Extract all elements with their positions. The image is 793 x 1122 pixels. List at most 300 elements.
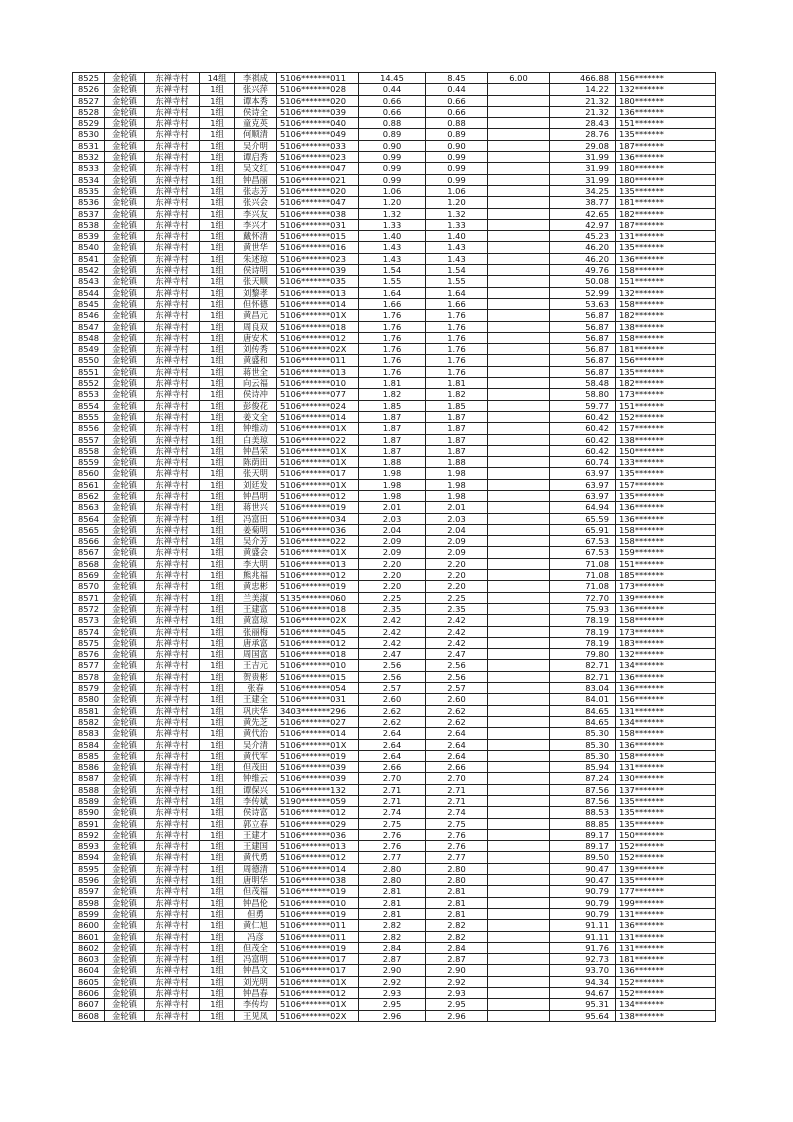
id-number-cell: 5106*******019 (277, 502, 359, 513)
village-cell: 东禅寺村 (145, 197, 200, 208)
row-number: 8600 (73, 920, 105, 931)
id-number-cell: 5106*******019 (277, 581, 359, 592)
phone-cell: 156******* (616, 694, 716, 705)
name-cell: 张丽梅 (235, 626, 277, 637)
group-cell: 1组 (200, 649, 235, 660)
area-cell-2: 2.81 (426, 908, 488, 919)
area-cell: 2.09 (359, 547, 426, 558)
group-cell: 1组 (200, 468, 235, 479)
area-cell-3 (488, 536, 550, 547)
name-cell: 唐安术 (235, 332, 277, 343)
village-cell: 东禅寺村 (145, 174, 200, 185)
town-cell: 金轮镇 (105, 265, 145, 276)
area-cell-2: 2.62 (426, 716, 488, 727)
town-cell: 金轮镇 (105, 908, 145, 919)
row-number: 8560 (73, 468, 105, 479)
amount-cell: 53.63 (550, 298, 616, 309)
town-cell: 金轮镇 (105, 513, 145, 524)
name-cell: 巩庆华 (235, 705, 277, 716)
village-cell: 东禅寺村 (145, 298, 200, 309)
name-cell: 冯富明 (235, 954, 277, 965)
name-cell: 熊兆福 (235, 570, 277, 581)
row-number: 8548 (73, 332, 105, 343)
phone-cell: 152******* (616, 852, 716, 863)
village-cell: 东禅寺村 (145, 389, 200, 400)
town-cell: 金轮镇 (105, 242, 145, 253)
amount-cell: 93.70 (550, 965, 616, 976)
group-cell: 1组 (200, 942, 235, 953)
id-number-cell: 5106*******023 (277, 152, 359, 163)
area-cell-3 (488, 276, 550, 287)
name-cell: 黄代军 (235, 750, 277, 761)
village-cell: 东禅寺村 (145, 671, 200, 682)
amount-cell: 85.30 (550, 728, 616, 739)
table-row (73, 389, 716, 400)
town-cell: 金轮镇 (105, 73, 145, 84)
area-cell-2: 0.88 (426, 118, 488, 129)
amount-cell: 88.85 (550, 818, 616, 829)
town-cell: 金轮镇 (105, 106, 145, 117)
row-number: 8530 (73, 129, 105, 140)
table-row (73, 841, 716, 852)
name-cell: 黄先芝 (235, 716, 277, 727)
village-cell: 东禅寺村 (145, 265, 200, 276)
amount-cell: 85.30 (550, 750, 616, 761)
area-cell-2: 2.56 (426, 660, 488, 671)
name-cell: 黄世华 (235, 242, 277, 253)
area-cell: 2.03 (359, 513, 426, 524)
name-cell: 姜文全 (235, 411, 277, 422)
village-cell: 东禅寺村 (145, 988, 200, 999)
area-cell-3: 6.00 (488, 73, 550, 84)
id-number-cell: 5106*******011 (277, 931, 359, 942)
group-cell: 1组 (200, 694, 235, 705)
village-cell: 东禅寺村 (145, 558, 200, 569)
area-cell-3 (488, 965, 550, 976)
row-number: 8574 (73, 626, 105, 637)
area-cell-2: 2.25 (426, 592, 488, 603)
area-cell-2: 2.64 (426, 728, 488, 739)
village-cell: 东禅寺村 (145, 807, 200, 818)
phone-cell: 158******* (616, 332, 716, 343)
amount-cell: 90.47 (550, 875, 616, 886)
amount-cell: 34.25 (550, 185, 616, 196)
id-number-cell: 5106*******039 (277, 773, 359, 784)
town-cell: 金轮镇 (105, 118, 145, 129)
town-cell: 金轮镇 (105, 253, 145, 264)
area-cell-2: 1.87 (426, 445, 488, 456)
village-cell: 东禅寺村 (145, 683, 200, 694)
name-cell: 向云福 (235, 378, 277, 389)
phone-cell: 131******* (616, 231, 716, 242)
id-number-cell: 5106*******012 (277, 490, 359, 501)
group-cell: 1组 (200, 310, 235, 321)
area-cell: 2.84 (359, 942, 426, 953)
town-cell: 金轮镇 (105, 321, 145, 332)
village-cell: 东禅寺村 (145, 479, 200, 490)
name-cell: 白美琼 (235, 434, 277, 445)
village-cell: 东禅寺村 (145, 976, 200, 987)
id-number-cell: 5106*******013 (277, 366, 359, 377)
area-cell-2: 2.01 (426, 502, 488, 513)
id-number-cell: 5106*******022 (277, 536, 359, 547)
area-cell: 1.76 (359, 321, 426, 332)
group-cell: 1组 (200, 457, 235, 468)
area-cell: 2.81 (359, 908, 426, 919)
group-cell: 1组 (200, 829, 235, 840)
id-number-cell: 5106*******019 (277, 942, 359, 953)
id-number-cell: 5106*******013 (277, 841, 359, 852)
phone-cell: 158******* (616, 728, 716, 739)
village-cell: 东禅寺村 (145, 784, 200, 795)
table-row (73, 784, 716, 795)
amount-cell: 29.08 (550, 140, 616, 151)
id-number-cell: 5106*******018 (277, 649, 359, 660)
village-cell: 东禅寺村 (145, 378, 200, 389)
area-cell-3 (488, 841, 550, 852)
id-number-cell: 5106*******01X (277, 457, 359, 468)
row-number: 8566 (73, 536, 105, 547)
row-number: 8569 (73, 570, 105, 581)
id-number-cell: 5106*******034 (277, 513, 359, 524)
phone-cell: 158******* (616, 524, 716, 535)
area-cell-2: 2.60 (426, 694, 488, 705)
table-row (73, 705, 716, 716)
table-row (73, 807, 716, 818)
town-cell: 金轮镇 (105, 750, 145, 761)
row-number: 8584 (73, 739, 105, 750)
name-cell: 张志芳 (235, 185, 277, 196)
group-cell: 1组 (200, 773, 235, 784)
name-cell: 彭俊花 (235, 400, 277, 411)
town-cell: 金轮镇 (105, 468, 145, 479)
table-row (73, 152, 716, 163)
area-cell-2: 0.99 (426, 163, 488, 174)
area-cell: 1.81 (359, 378, 426, 389)
id-number-cell: 5106*******039 (277, 762, 359, 773)
area-cell: 1.98 (359, 479, 426, 490)
amount-cell: 84.01 (550, 694, 616, 705)
area-cell-2: 1.32 (426, 208, 488, 219)
name-cell: 周德清 (235, 863, 277, 874)
row-number: 8559 (73, 457, 105, 468)
area-cell-3 (488, 321, 550, 332)
row-number: 8602 (73, 942, 105, 953)
id-number-cell: 5106*******047 (277, 197, 359, 208)
group-cell: 1组 (200, 445, 235, 456)
group-cell: 1组 (200, 287, 235, 298)
name-cell: 钟昌春 (235, 988, 277, 999)
area-cell: 0.66 (359, 95, 426, 106)
row-number: 8606 (73, 988, 105, 999)
area-cell-2: 1.40 (426, 231, 488, 242)
area-cell-3 (488, 581, 550, 592)
group-cell: 1组 (200, 762, 235, 773)
id-number-cell: 5106*******033 (277, 140, 359, 151)
area-cell: 2.42 (359, 626, 426, 637)
area-cell-2: 0.90 (426, 140, 488, 151)
area-cell-2: 1.43 (426, 253, 488, 264)
name-cell: 李传均 (235, 999, 277, 1010)
group-cell: 1组 (200, 434, 235, 445)
row-number: 8595 (73, 863, 105, 874)
table-row (73, 750, 716, 761)
area-cell: 1.06 (359, 185, 426, 196)
village-cell: 东禅寺村 (145, 242, 200, 253)
area-cell-3 (488, 513, 550, 524)
phone-cell: 152******* (616, 976, 716, 987)
area-cell-2: 2.96 (426, 1010, 488, 1021)
phone-cell: 131******* (616, 908, 716, 919)
village-cell: 东禅寺村 (145, 841, 200, 852)
area-cell-2: 2.47 (426, 649, 488, 660)
village-cell: 东禅寺村 (145, 106, 200, 117)
village-cell: 东禅寺村 (145, 626, 200, 637)
town-cell: 金轮镇 (105, 502, 145, 513)
town-cell: 金轮镇 (105, 423, 145, 434)
area-cell-3 (488, 344, 550, 355)
name-cell: 吴介清 (235, 739, 277, 750)
village-cell: 东禅寺村 (145, 999, 200, 1010)
amount-cell: 90.79 (550, 897, 616, 908)
village-cell: 东禅寺村 (145, 796, 200, 807)
amount-cell: 46.20 (550, 242, 616, 253)
area-cell: 1.87 (359, 434, 426, 445)
group-cell: 1组 (200, 502, 235, 513)
area-cell-3 (488, 389, 550, 400)
table-row (73, 490, 716, 501)
area-cell: 1.88 (359, 457, 426, 468)
area-cell-2: 1.76 (426, 344, 488, 355)
amount-cell: 14.22 (550, 84, 616, 95)
table-row (73, 942, 716, 953)
group-cell: 1组 (200, 513, 235, 524)
table-row (73, 423, 716, 434)
id-number-cell: 5106*******036 (277, 829, 359, 840)
town-cell: 金轮镇 (105, 954, 145, 965)
area-cell-3 (488, 457, 550, 468)
amount-cell: 67.53 (550, 547, 616, 558)
area-cell-3 (488, 468, 550, 479)
id-number-cell: 5106*******019 (277, 750, 359, 761)
area-cell-3 (488, 694, 550, 705)
town-cell: 金轮镇 (105, 671, 145, 682)
amount-cell: 52.99 (550, 287, 616, 298)
area-cell-2: 1.06 (426, 185, 488, 196)
group-cell: 1组 (200, 728, 235, 739)
area-cell-3 (488, 265, 550, 276)
village-cell: 东禅寺村 (145, 118, 200, 129)
area-cell-2: 2.84 (426, 942, 488, 953)
name-cell: 陈荫田 (235, 457, 277, 468)
group-cell: 1组 (200, 106, 235, 117)
table-row (73, 163, 716, 174)
town-cell: 金轮镇 (105, 852, 145, 863)
town-cell: 金轮镇 (105, 366, 145, 377)
town-cell: 金轮镇 (105, 276, 145, 287)
phone-cell: 152******* (616, 411, 716, 422)
area-cell: 2.66 (359, 762, 426, 773)
phone-cell: 136******* (616, 502, 716, 513)
amount-cell: 82.71 (550, 660, 616, 671)
amount-cell: 58.80 (550, 389, 616, 400)
row-number: 8539 (73, 231, 105, 242)
name-cell: 周国富 (235, 649, 277, 660)
group-cell: 1组 (200, 581, 235, 592)
group-cell: 1组 (200, 603, 235, 614)
area-cell: 1.76 (359, 332, 426, 343)
name-cell: 钟维动 (235, 423, 277, 434)
group-cell: 1组 (200, 411, 235, 422)
area-cell-2: 2.66 (426, 762, 488, 773)
group-cell: 1组 (200, 671, 235, 682)
town-cell: 金轮镇 (105, 152, 145, 163)
id-number-cell: 5106*******014 (277, 298, 359, 309)
area-cell-3 (488, 750, 550, 761)
group-cell: 1组 (200, 1010, 235, 1021)
phone-cell: 152******* (616, 988, 716, 999)
row-number: 8603 (73, 954, 105, 965)
village-cell: 东禅寺村 (145, 705, 200, 716)
id-number-cell: 5106*******014 (277, 863, 359, 874)
table-row (73, 118, 716, 129)
area-cell-2: 1.54 (426, 265, 488, 276)
group-cell: 1组 (200, 479, 235, 490)
group-cell: 1组 (200, 660, 235, 671)
amount-cell: 71.08 (550, 581, 616, 592)
area-cell-3 (488, 445, 550, 456)
group-cell: 1组 (200, 84, 235, 95)
area-cell-3 (488, 807, 550, 818)
row-number: 8571 (73, 592, 105, 603)
phone-cell: 136******* (616, 920, 716, 931)
phone-cell: 134******* (616, 660, 716, 671)
group-cell: 1组 (200, 490, 235, 501)
id-number-cell: 5106*******027 (277, 716, 359, 727)
area-cell-3 (488, 332, 550, 343)
table-row (73, 445, 716, 456)
row-number: 8557 (73, 434, 105, 445)
village-cell: 东禅寺村 (145, 694, 200, 705)
group-cell: 1组 (200, 208, 235, 219)
name-cell: 王建国 (235, 841, 277, 852)
area-cell-3 (488, 999, 550, 1010)
table-row (73, 796, 716, 807)
area-cell-3 (488, 411, 550, 422)
phone-cell: 157******* (616, 479, 716, 490)
phone-cell: 158******* (616, 536, 716, 547)
town-cell: 金轮镇 (105, 762, 145, 773)
table-row (73, 536, 716, 547)
area-cell: 2.90 (359, 965, 426, 976)
town-cell: 金轮镇 (105, 547, 145, 558)
town-cell: 金轮镇 (105, 197, 145, 208)
row-number: 8535 (73, 185, 105, 196)
village-cell: 东禅寺村 (145, 276, 200, 287)
area-cell: 0.66 (359, 106, 426, 117)
area-cell-2: 2.20 (426, 570, 488, 581)
table-row (73, 931, 716, 942)
village-cell: 东禅寺村 (145, 231, 200, 242)
amount-cell: 78.19 (550, 626, 616, 637)
area-cell-2: 1.81 (426, 378, 488, 389)
village-cell: 东禅寺村 (145, 773, 200, 784)
name-cell: 张天明 (235, 468, 277, 479)
name-cell: 黄昌元 (235, 310, 277, 321)
name-cell: 王建全 (235, 694, 277, 705)
area-cell-3 (488, 592, 550, 603)
phone-cell: 150******* (616, 445, 716, 456)
village-cell: 东禅寺村 (145, 897, 200, 908)
id-number-cell: 5106*******013 (277, 287, 359, 298)
phone-cell: 139******* (616, 592, 716, 603)
town-cell: 金轮镇 (105, 988, 145, 999)
town-cell: 金轮镇 (105, 479, 145, 490)
village-cell: 东禅寺村 (145, 152, 200, 163)
town-cell: 金轮镇 (105, 784, 145, 795)
id-number-cell: 5106*******028 (277, 84, 359, 95)
id-number-cell: 5106*******01X (277, 423, 359, 434)
village-cell: 东禅寺村 (145, 570, 200, 581)
amount-cell: 28.76 (550, 129, 616, 140)
area-cell-2: 2.82 (426, 931, 488, 942)
area-cell-2: 2.75 (426, 818, 488, 829)
amount-cell: 56.87 (550, 321, 616, 332)
area-cell-2: 2.76 (426, 829, 488, 840)
area-cell: 1.76 (359, 310, 426, 321)
area-cell: 2.25 (359, 592, 426, 603)
area-cell-2: 2.42 (426, 626, 488, 637)
area-cell-3 (488, 163, 550, 174)
amount-cell: 466.88 (550, 73, 616, 84)
amount-cell: 91.76 (550, 942, 616, 953)
village-cell: 东禅寺村 (145, 965, 200, 976)
table-row (73, 253, 716, 264)
area-cell-3 (488, 920, 550, 931)
id-number-cell: 5106*******02X (277, 615, 359, 626)
phone-cell: 130******* (616, 773, 716, 784)
amount-cell: 95.31 (550, 999, 616, 1010)
area-cell: 1.43 (359, 253, 426, 264)
name-cell: 冯富田 (235, 513, 277, 524)
row-number: 8529 (73, 118, 105, 129)
id-number-cell: 5106*******020 (277, 95, 359, 106)
area-cell: 2.04 (359, 524, 426, 535)
name-cell: 李大明 (235, 558, 277, 569)
amount-cell: 90.79 (550, 886, 616, 897)
village-cell: 东禅寺村 (145, 129, 200, 140)
table-row (73, 558, 716, 569)
area-cell-3 (488, 502, 550, 513)
table-row (73, 660, 716, 671)
village-cell: 东禅寺村 (145, 716, 200, 727)
area-cell-3 (488, 152, 550, 163)
village-cell: 东禅寺村 (145, 829, 200, 840)
area-cell-3 (488, 378, 550, 389)
town-cell: 金轮镇 (105, 411, 145, 422)
row-number: 8598 (73, 897, 105, 908)
phone-cell: 181******* (616, 344, 716, 355)
area-cell-2: 1.33 (426, 219, 488, 230)
row-number: 8561 (73, 479, 105, 490)
town-cell: 金轮镇 (105, 683, 145, 694)
area-cell: 0.88 (359, 118, 426, 129)
village-cell: 东禅寺村 (145, 615, 200, 626)
table-row (73, 457, 716, 468)
area-cell: 2.64 (359, 728, 426, 739)
town-cell: 金轮镇 (105, 931, 145, 942)
id-number-cell: 5106*******011 (277, 355, 359, 366)
